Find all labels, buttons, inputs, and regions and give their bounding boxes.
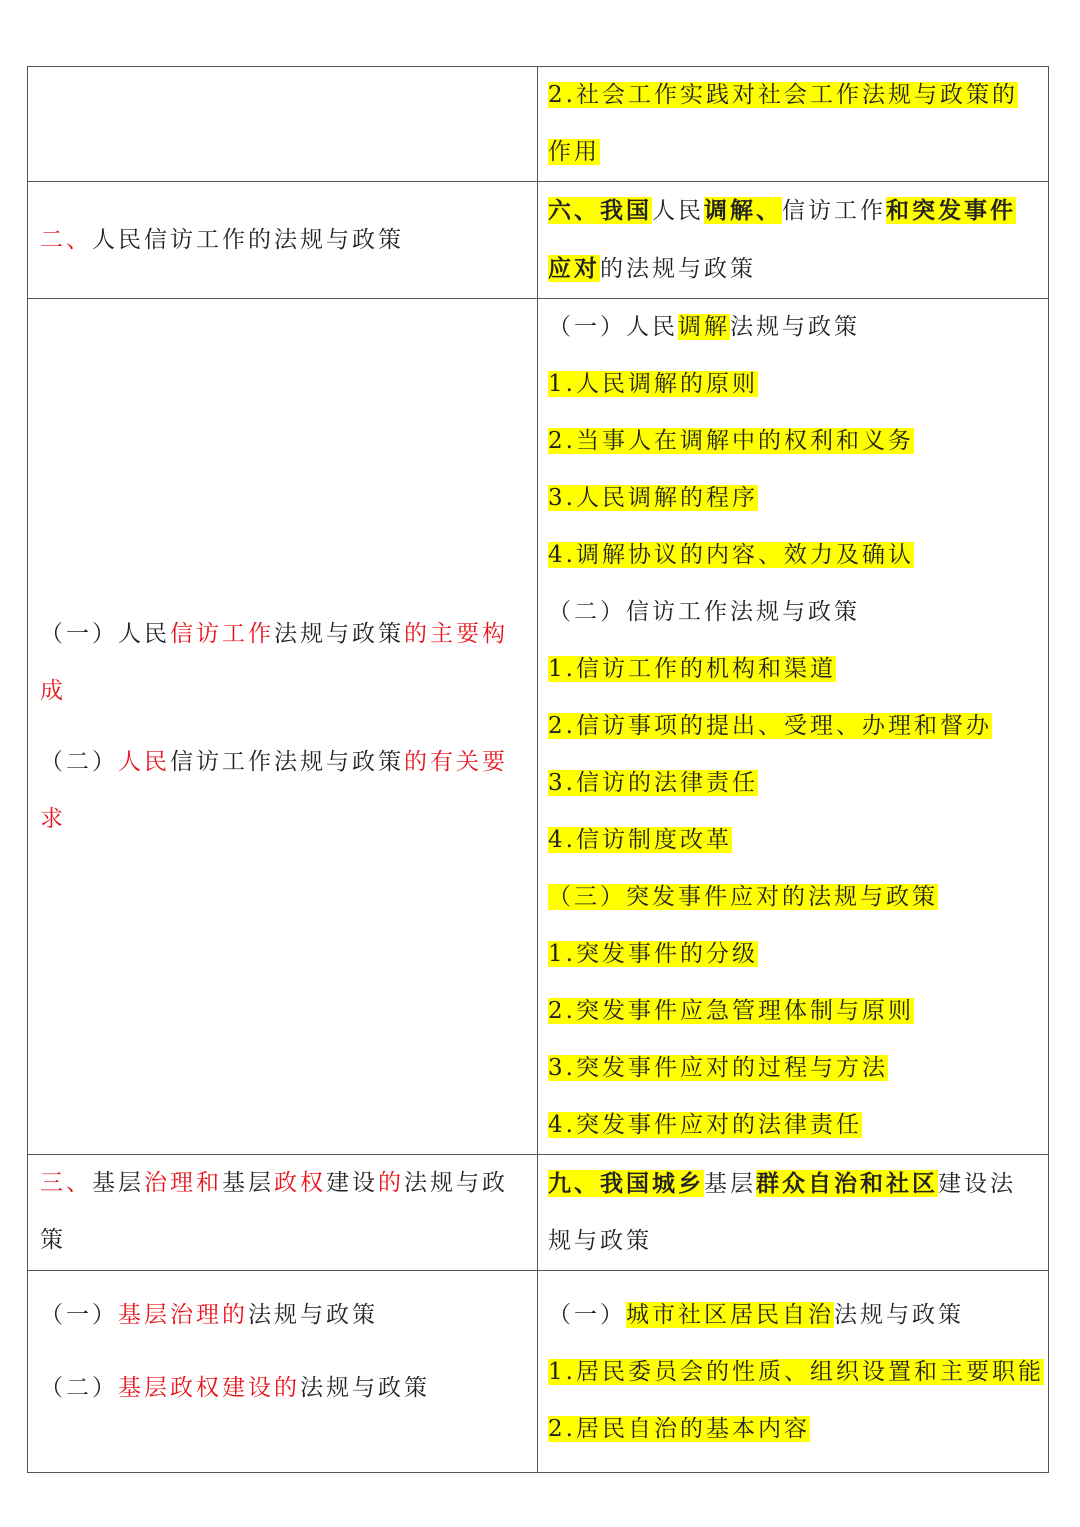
- subsection-title: （一）城市社区居民自治法规与政策: [548, 1302, 964, 1328]
- highlight-text: 信访工作: [170, 620, 274, 647]
- list-item: 3.突发事件应对的过程与方法: [548, 1055, 888, 1081]
- item-text: 2.社会工作实践对社会工作法规与政策的作用: [548, 82, 1018, 165]
- title-part: 基层: [222, 1170, 274, 1196]
- outline-item: [40, 606, 527, 720]
- title-part: 法规与政策: [40, 1170, 508, 1253]
- section-number: 二、: [40, 226, 92, 253]
- heading-part: 建设法规与政策: [548, 1171, 1016, 1254]
- section-number: 三、: [40, 1170, 92, 1196]
- highlight-text: 政权: [274, 1170, 326, 1196]
- list-item: 4.突发事件应对的法律责任: [548, 1112, 862, 1138]
- right-cell: [538, 299, 1049, 1155]
- outline-item: （二）基层政权建设的法规与政策: [40, 1375, 430, 1401]
- heading-part: 调解、: [704, 197, 782, 224]
- table-row: [28, 182, 1049, 299]
- highlight-text: 的有关要求: [40, 748, 508, 832]
- table-row: [28, 67, 1049, 182]
- highlight-text: 人民: [118, 748, 170, 775]
- subsection-title: （一）人民调解法规与政策: [548, 314, 860, 340]
- list-item: 3.信访的法律责任: [548, 770, 758, 796]
- table-row: [28, 299, 1049, 1155]
- list-item: 1.人民调解的原则: [548, 371, 758, 397]
- left-cell-empty: [28, 67, 538, 182]
- right-cell: [538, 1271, 1049, 1473]
- subsection-title: （三）突发事件应对的法规与政策: [548, 884, 938, 910]
- heading-part: 的法规与政策: [600, 256, 756, 282]
- left-cell: [28, 182, 538, 299]
- right-cell: [538, 182, 1049, 299]
- list-item: 1.居民委员会的性质、组织设置和主要职能: [548, 1359, 1044, 1385]
- list-item: 4.信访制度改革: [548, 827, 732, 853]
- item-prefix: （一）人民: [40, 620, 170, 647]
- subsection-title: （二）信访工作法规与政策: [548, 599, 860, 625]
- list-item: 2.突发事件应急管理体制与原则: [548, 998, 914, 1024]
- list-item: 1.突发事件的分级: [548, 941, 758, 967]
- list-item: 2.信访事项的提出、受理、办理和督办: [548, 713, 992, 739]
- list-item: 1.信访工作的机构和渠道: [548, 656, 836, 682]
- highlight-text: 治理和: [144, 1170, 222, 1196]
- heading-part: 基层: [704, 1171, 756, 1197]
- heading-part: 九、我国城乡: [548, 1170, 704, 1197]
- section-title: 人民信访工作的法规与政策: [92, 226, 404, 253]
- title-part: 基层: [92, 1170, 144, 1196]
- right-cell: [538, 1155, 1049, 1271]
- heading-part: 群众自治和社区: [756, 1170, 938, 1197]
- outline-comparison-table: [27, 66, 1049, 1473]
- list-item: 2.当事人在调解中的权利和义务: [548, 428, 914, 454]
- table-row: [28, 1271, 1049, 1473]
- list-item: 4.调解协议的内容、效力及确认: [548, 542, 914, 568]
- left-cell: [28, 1271, 538, 1473]
- outline-item: （一）基层治理的法规与政策: [40, 1302, 378, 1328]
- left-cell: [28, 299, 538, 1155]
- item-text: 信访工作法规与政策: [170, 748, 404, 775]
- item-text: 法规与政策: [274, 620, 404, 647]
- heading-part: 六、我国: [548, 197, 652, 224]
- heading-part: 和突发事件应对: [548, 197, 1016, 282]
- list-item: 3.人民调解的程序: [548, 485, 758, 511]
- title-part: 建设: [326, 1170, 378, 1196]
- heading-part: 信访工作: [782, 198, 886, 224]
- table-row: [28, 1155, 1049, 1271]
- left-cell: [28, 1155, 538, 1271]
- highlight-text: 的: [378, 1170, 404, 1196]
- list-item: 2.居民自治的基本内容: [548, 1416, 810, 1442]
- outline-item: [40, 734, 527, 848]
- highlight-text: 的主要构成: [40, 620, 508, 704]
- right-cell: [538, 67, 1049, 182]
- heading-part: 人民: [652, 198, 704, 224]
- item-prefix: （二）: [40, 748, 118, 775]
